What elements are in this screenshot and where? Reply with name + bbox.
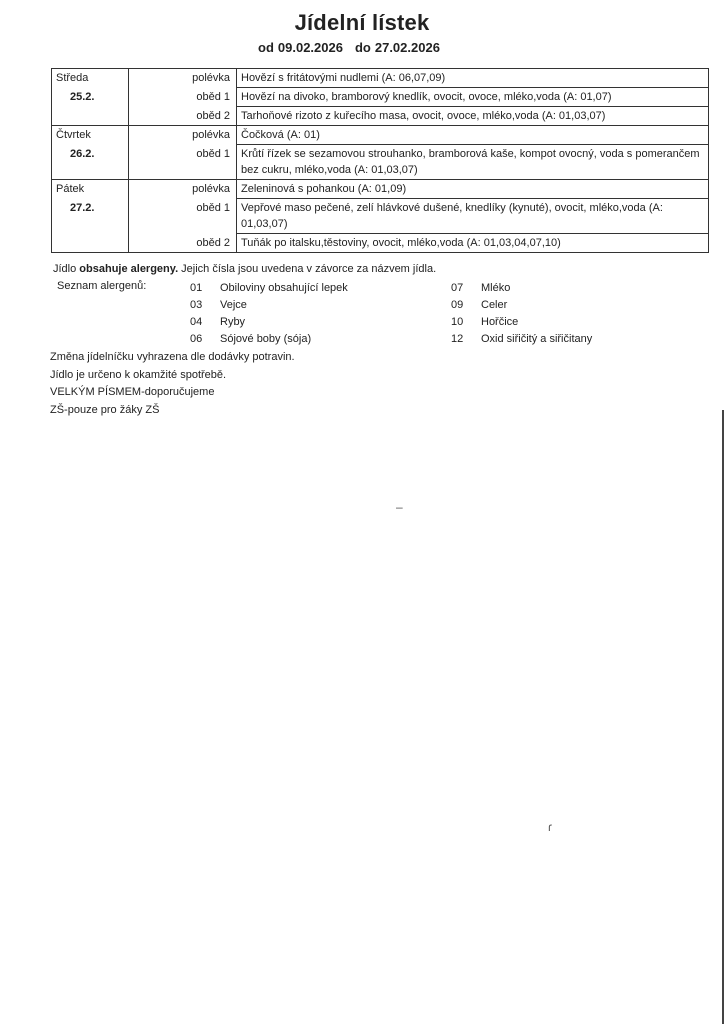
menu-row — [52, 234, 709, 253]
menu-row — [52, 199, 709, 234]
allergen-name: Obiloviny obsahující lepek — [220, 282, 348, 294]
day-name: Pátek — [56, 183, 85, 195]
meal-description: Zeleninová s pohankou (A: 01,09) — [237, 180, 709, 199]
footer-notes — [50, 349, 295, 419]
scan-mark: ɾ — [548, 820, 552, 834]
day-date: 25.2. — [70, 90, 95, 103]
meal-description: Hovězí s fritátovými nudlemi (A: 06,07,09) — [237, 69, 709, 88]
allergen-item — [190, 297, 348, 314]
meal-type: oběd 2 — [129, 107, 237, 126]
allergen-list-label: Seznam alergenů: — [57, 280, 147, 292]
allergen-list-right — [451, 280, 592, 348]
menu-row — [52, 126, 709, 145]
day-date: 27.2. — [70, 201, 95, 214]
allergen-code: 04 — [190, 316, 203, 328]
allergen-item — [190, 280, 348, 297]
allergen-item — [451, 280, 592, 297]
allergen-code: 12 — [451, 333, 464, 345]
meal-description: Tarhoňové rizoto z kuřecího masa, ovocit, ovoce, mléko,voda (A: 01,03,07) — [237, 107, 709, 126]
allergen-note — [53, 263, 436, 275]
meal-description: Čočková (A: 01) — [237, 126, 709, 145]
allergen-list-left — [190, 280, 348, 348]
allergen-note-bold: obsahuje alergeny. — [79, 263, 179, 275]
meal-description: Tuňák po italsku,těstoviny, ovocit, mléko,voda (A: 01,03,04,07,10) — [237, 234, 709, 253]
meal-type: oběd 2 — [129, 234, 237, 253]
meal-description: Hovězí na divoko, bramborový knedlík, ovocit, ovoce, mléko,voda (A: 01,07) — [237, 88, 709, 107]
meal-description: Krůtí řízek se sezamovou strouhanko, bramborová kaše, kompot ovocný, voda s pomerančem bez cukru, mléko,voda (A: 01,03,07) — [237, 145, 709, 180]
footer-note: ZŠ-pouze pro žáky ZŠ — [50, 403, 160, 416]
date-to: 27.02.2026 — [374, 40, 440, 55]
allergen-code: 07 — [451, 282, 464, 294]
allergen-name: Celer — [481, 299, 508, 311]
allergen-code: 01 — [190, 282, 203, 294]
footer-note: Změna jídelníčku vyhrazena dle dodávky potravin. — [50, 351, 295, 363]
day-cell — [52, 107, 129, 126]
allergen-item — [190, 314, 348, 331]
day-cell — [52, 69, 129, 88]
footer-note: Jídlo je určeno k okamžité spotřebě. — [50, 368, 227, 381]
meal-type: oběd 1 — [129, 145, 237, 180]
allergen-name: Mléko — [481, 282, 511, 294]
meal-type: polévka — [129, 69, 237, 88]
page-title: Jídelní lístek — [294, 10, 430, 35]
footer-note: VELKÝM PÍSMEM-doporučujeme — [50, 386, 215, 398]
scan-mark: ‒ — [396, 500, 403, 514]
menu-row — [52, 88, 709, 107]
menu-table — [51, 68, 709, 253]
day-date: 26.2. — [70, 147, 95, 160]
allergen-item — [451, 297, 592, 314]
day-cell — [52, 180, 129, 199]
allergen-item — [451, 314, 592, 331]
menu-row — [52, 69, 709, 88]
meal-type: oběd 1 — [129, 88, 237, 107]
allergen-code: 03 — [190, 299, 203, 311]
allergen-item — [451, 331, 592, 348]
day-name: Středa — [56, 72, 89, 84]
date-to-label: do — [354, 40, 371, 55]
allergen-name: Hořčice — [481, 316, 519, 328]
allergen-code: 09 — [451, 299, 464, 311]
date-from: 09.02.2026 — [277, 40, 343, 55]
meal-type: oběd 1 — [129, 199, 237, 234]
allergen-name: Oxid siřičitý a siřičitany — [481, 333, 593, 345]
meal-description: Vepřové maso pečené, zelí hlávkové dušené, knedlíky (kynuté), ovocit, mléko,voda (A: 01,03,07) — [237, 199, 709, 234]
meal-type: polévka — [129, 126, 237, 145]
day-name: Čtvrtek — [56, 129, 91, 141]
allergen-note-suffix: Jejich čísla jsou uvedena v závorce za názvem jídla. — [178, 263, 437, 275]
menu-row — [52, 145, 709, 180]
date-from-label: od — [258, 40, 274, 55]
allergen-name: Ryby — [220, 316, 246, 328]
day-cell — [52, 88, 129, 107]
allergen-name: Sójové boby (sója) — [220, 333, 312, 345]
allergen-note-prefix: Jídlo — [53, 263, 80, 275]
date-range — [258, 40, 444, 55]
day-cell — [52, 199, 129, 234]
day-cell — [52, 126, 129, 145]
allergen-name: Vejce — [220, 299, 247, 311]
allergen-code: 10 — [451, 316, 464, 328]
allergen-item — [190, 331, 348, 348]
day-cell — [52, 145, 129, 180]
menu-row — [52, 107, 709, 126]
meal-type: polévka — [129, 180, 237, 199]
menu-row — [52, 180, 709, 199]
day-cell — [52, 234, 129, 253]
allergen-code: 06 — [190, 333, 203, 345]
